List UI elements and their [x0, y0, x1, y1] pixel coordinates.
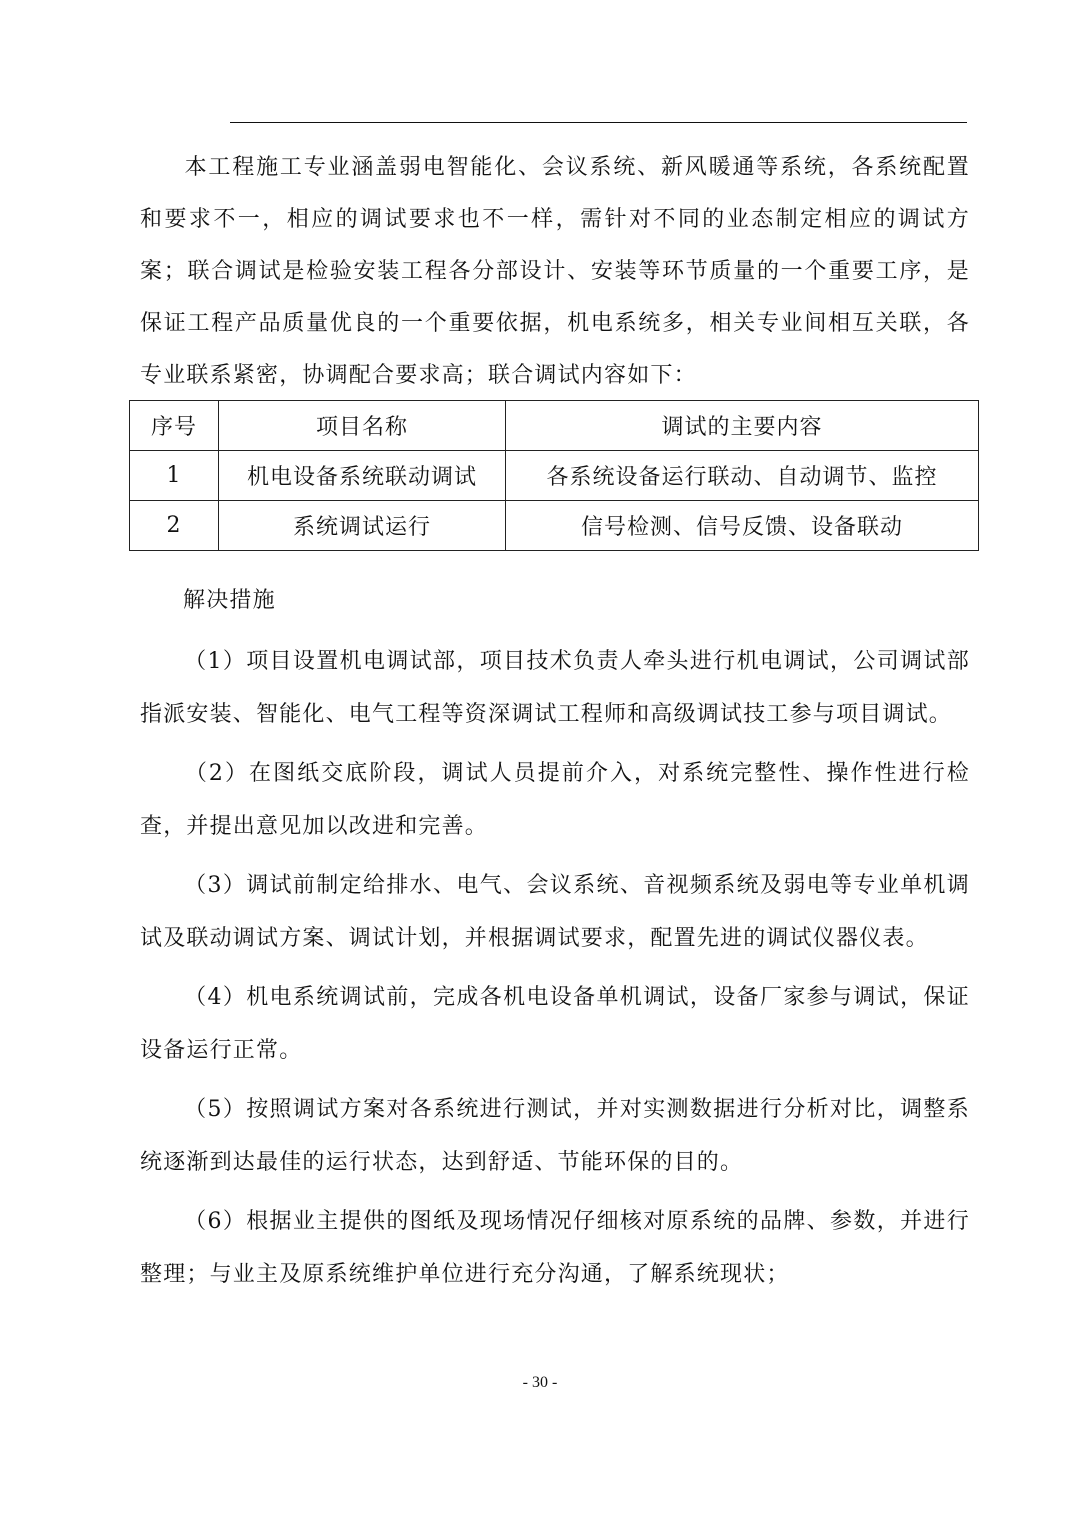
section-heading: 解决措施: [183, 588, 276, 613]
table-cell: 各系统设备运行联动、自动调节、监控: [506, 451, 979, 501]
table-row: [130, 501, 979, 551]
measure-item: （4）机电系统调试前，完成各机电设备单机调试，设备厂家参与调试，保证设备运行正常。: [140, 985, 970, 1063]
table-header-cell: 项目名称: [219, 401, 506, 451]
table-cell: 信号检测、信号反馈、设备联动: [506, 501, 979, 551]
header-rule: [230, 122, 967, 123]
measure-item: （1）项目设置机电调试部，项目技术负责人牵头进行机电调试，公司调试部指派安装、智能化、电气工程等资深调试工程师和高级调试技工参与项目调试。: [140, 649, 970, 727]
table-cell: 2: [130, 501, 219, 551]
table-header-cell: 调试的主要内容: [506, 401, 979, 451]
table-row: [130, 451, 979, 501]
table-cell: 1: [130, 451, 219, 501]
table-header-cell: 序号: [130, 401, 219, 451]
measure-item: （6）根据业主提供的图纸及现场情况仔细核对原系统的品牌、参数，并进行整理；与业主及原系统维护单位进行充分沟通，了解系统现状；: [140, 1209, 970, 1287]
page-number: - 30 -: [522, 1374, 558, 1391]
measure-item: （2）在图纸交底阶段，调试人员提前介入，对系统完整性、操作性进行检查，并提出意见加以改进和完善。: [140, 761, 970, 839]
measure-item: （5）按照调试方案对各系统进行测试，并对实测数据进行分析对比，调整系统逐渐到达最佳的运行状态，达到舒适、节能环保的目的。: [140, 1097, 970, 1175]
intro-text: 本工程施工专业涵盖弱电智能化、会议系统、新风暖通等系统，各系统配置和要求不一，相应的调试要求也不一样，需针对不同的业态制定相应的调试方案；联合调试是检验安装工程各分部设计、安装等环节质量的一个重要工序，是保证工程产品质量优良的一个重要依据，机电系统多，相关专业间相互关联，各专业联系紧密，协调配合要求高；联合调试内容如下：: [140, 155, 970, 388]
table-header-row: [130, 401, 979, 451]
table-cell: 系统调试运行: [219, 501, 506, 551]
table-cell: 机电设备系统联动调试: [219, 451, 506, 501]
intro-paragraph: [140, 142, 970, 402]
debug-content-table: [129, 400, 979, 551]
measure-item: （3）调试前制定给排水、电气、会议系统、音视频系统及弱电等专业单机调试及联动调试方案、调试计划，并根据调试要求，配置先进的调试仪器仪表。: [140, 873, 970, 951]
